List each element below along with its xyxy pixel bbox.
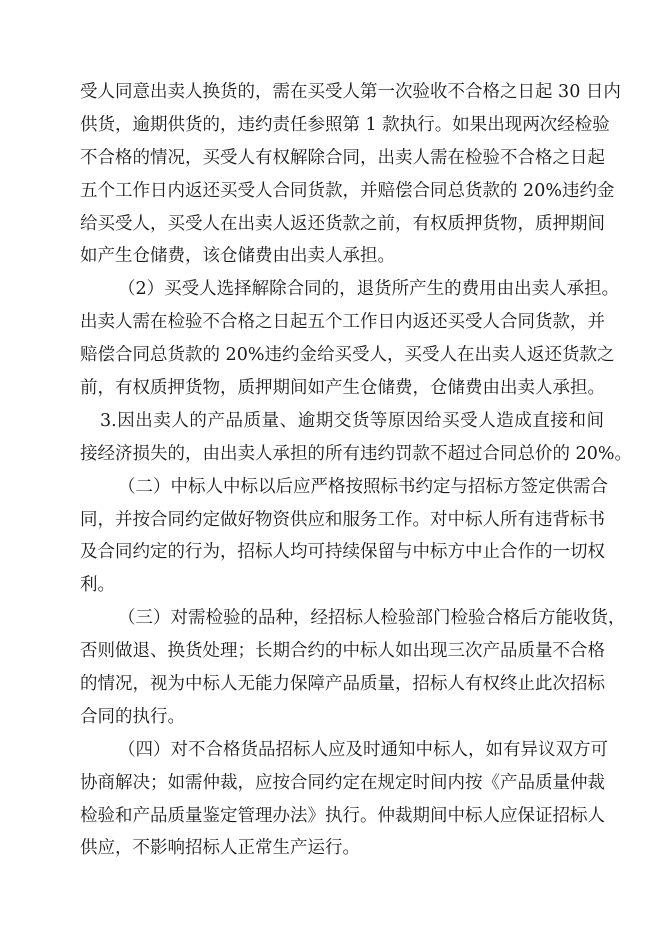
document-page: [80, 76, 632, 865]
text-line: 的情况，视为中标人无能力保障产品质量，招标人有权终止此次招标: [80, 674, 605, 695]
text-line: 不合格的情况，买受人有权解除合同，出卖人需在检验不合格之日起: [80, 147, 605, 168]
paragraph-section-4: [80, 734, 608, 866]
text-line: 检验和产品质量鉴定管理办法》执行。仲裁期间中标人应保证招标人: [80, 805, 605, 826]
text-line: 受人同意出卖人换货的，需在买受人第一次验收不合格之日起 30 日内: [80, 82, 621, 102]
text-line: 及合同约定的行为，招标人均可持续保留与中标方中止合作的一切权: [80, 542, 605, 563]
text-line: 前，有权质押货物，质押期间如产生仓储费，仓储费由出卖人承担。: [80, 378, 605, 399]
text-line: 出卖人需在检验不合格之日起五个工作日内返还买受人合同货款，并: [80, 312, 605, 333]
text-line: 给买受人，买受人在出卖人返还货款之前，有权质押货物，质押期间: [80, 213, 605, 234]
text-line: （2）买受人选择解除合同的，退货所产生的费用由出卖人承担。: [118, 279, 620, 300]
paragraph-continuation: [80, 76, 621, 273]
text-line: 同，并按合同约定做好物资供应和服务工作。对中标人所有违背标书: [80, 509, 605, 530]
paragraph-section-3: [80, 602, 626, 734]
text-line: 3.因出卖人的产品质量、逾期交货等原因给买受人造成直接和间: [100, 410, 604, 431]
paragraph-section-2: [80, 471, 608, 603]
text-line: （四）对不合格货品招标人应及时通知中标人，如有异议双方可: [118, 739, 608, 760]
text-line: 合同的执行。: [80, 706, 185, 727]
text-line: （二）中标人中标以后应严格按照标书约定与招标方签定供需合: [118, 476, 608, 497]
text-line: 赔偿合同总货款的 20%违约金给买受人，买受人在出卖人返还货款之: [80, 345, 615, 366]
text-line: 如产生仓储费，该仓储费由出卖人承担。: [80, 246, 395, 267]
text-line: 利。: [80, 575, 115, 596]
paragraph-item-2: [80, 273, 620, 405]
text-line: 协商解决；如需仲裁，应按合同约定在规定时间内按《产品质量仲裁: [80, 772, 605, 793]
text-line: 供应，不影响招标人正常生产运行。: [80, 838, 360, 859]
text-line: 供货，逾期供货的，违约责任参照第 1 款执行。如果出现两次经检验: [80, 114, 610, 135]
text-line: （三）对需检验的品种，经招标人检验部门检验合格后方能收货，: [118, 608, 626, 629]
paragraph-item-3: [80, 405, 632, 471]
text-line: 否则做退、换货处理；长期合约的中标人如出现三次产品质量不合格: [80, 641, 605, 662]
text-line: 接经济损失的，由出卖人承担的所有违约罚款不超过合同总价的 20%。: [80, 443, 632, 464]
text-line: 五个工作日内返还买受人合同货款，并赔偿合同总货款的 20%违约金: [80, 180, 615, 201]
